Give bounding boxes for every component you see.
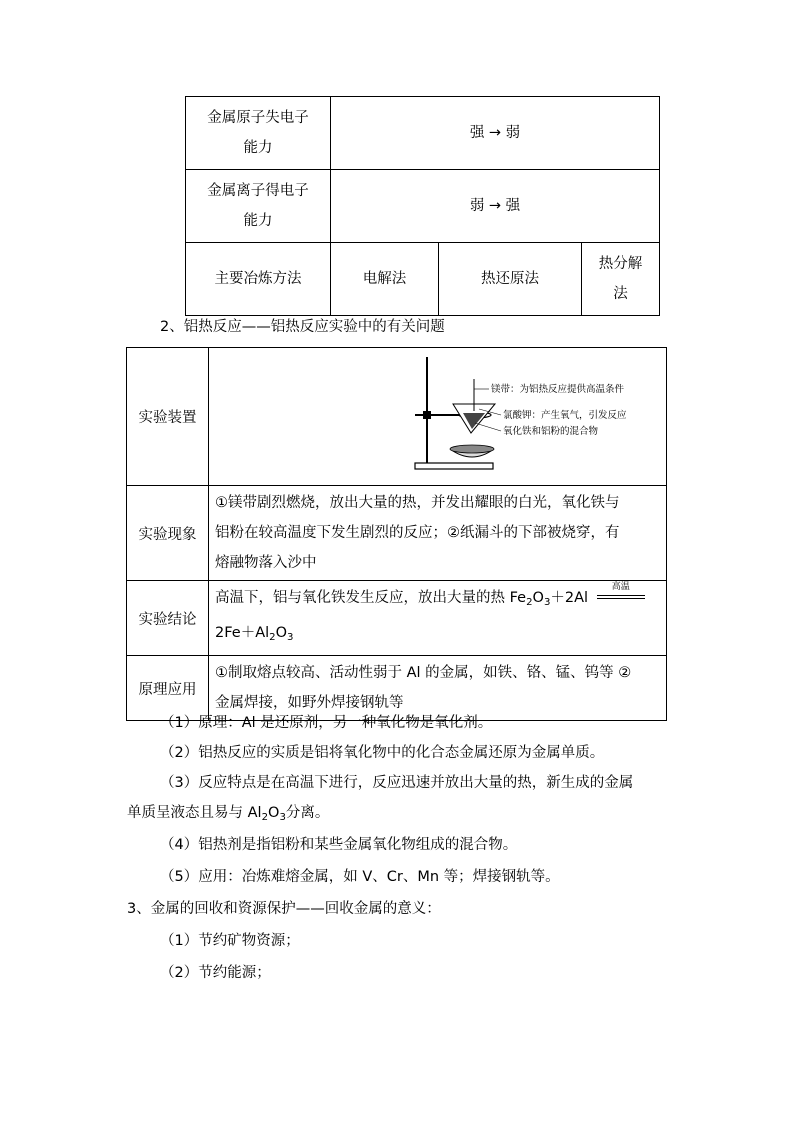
note-5: （5）应用：冶炼难熔金属，如 V、Cr、Mn 等；焊接钢轨等。 bbox=[160, 869, 560, 885]
conclusion-text: 高温下，铝与氧化铁发生反应，放出大量的热 $Fe_2O_3+2Al$ 高温 $2Fe+Al_2O_3$ bbox=[209, 581, 667, 656]
phenomenon-label: 实验现象 bbox=[127, 486, 209, 581]
section-3-item-2: （2）节约能源； bbox=[160, 965, 271, 981]
row-lose-electron-label: 金属原子失电子 能力 bbox=[186, 97, 331, 170]
smelting-method-label: 主要冶炼方法 bbox=[186, 243, 331, 316]
mixture-annotation: 氧化铁和铝粉的混合物 bbox=[503, 425, 599, 437]
apparatus-label: 实验装置 bbox=[127, 348, 209, 486]
phenomenon-text: ①镁带剧烈燃烧，放出大量的热，并发出耀眼的白光，氧化铁与 铝粉在较高温度下发生剧烈的反应；②纸漏斗的下部被烧穿，有 熔融物落入沙中 bbox=[209, 486, 667, 581]
method-electrolysis: 电解法 bbox=[331, 243, 439, 316]
mg-ribbon-annotation: 镁带：为铝热反应提供高温条件 bbox=[491, 383, 625, 395]
row-lose-electron-value: 强 → 弱 bbox=[331, 97, 660, 170]
note-3-line-2: 单质呈液态且易与 $Al_2O_3$分离。 bbox=[127, 805, 330, 824]
conclusion-label: 实验结论 bbox=[127, 581, 209, 656]
section-2-title: 2、铝热反应——铝热反应实验中的有关问题 bbox=[160, 319, 445, 335]
application-label: 原理应用 bbox=[127, 656, 209, 721]
note-4: （4）铝热剂是指铝粉和某些金属氧化物组成的混合物。 bbox=[160, 837, 518, 853]
thermite-apparatus-diagram bbox=[209, 349, 665, 485]
metal-properties-table bbox=[185, 96, 660, 316]
apparatus-cell bbox=[209, 348, 667, 486]
application-text: ①制取熔点较高、活动性弱于 Al 的金属，如铁、铬、锰、钨等 ② 金属焊接，如野外焊接钢轨等 bbox=[209, 656, 667, 721]
thermite-table bbox=[126, 347, 667, 721]
method-thermal-decomposition: 热分解 法 bbox=[582, 243, 660, 316]
note-2: （2）铝热反应的实质是铝将氧化物中的化合态金属还原为金属单质。 bbox=[160, 745, 605, 761]
method-thermal-reduction: 热还原法 bbox=[439, 243, 582, 316]
reaction-condition: 高温 bbox=[611, 582, 630, 592]
note-3-line-1: （3）反应特点是在高温下进行，反应迅速并放出大量的热，新生成的金属 bbox=[160, 775, 634, 791]
row-gain-electron-value: 弱 → 强 bbox=[331, 170, 660, 243]
section-3-item-1: （1）节约矿物资源； bbox=[160, 933, 300, 949]
section-3-title: 3、金属的回收和资源保护——回收金属的意义： bbox=[127, 901, 441, 917]
note-1: （1）原理：Al 是还原剂，另一种氧化物是氧化剂。 bbox=[160, 715, 493, 731]
row-gain-electron-label: 金属离子得电子 能力 bbox=[186, 170, 331, 243]
kclo3-annotation: 氯酸钾：产生氧气，引发反应 bbox=[503, 409, 627, 421]
reaction-equals-sign bbox=[597, 582, 645, 609]
